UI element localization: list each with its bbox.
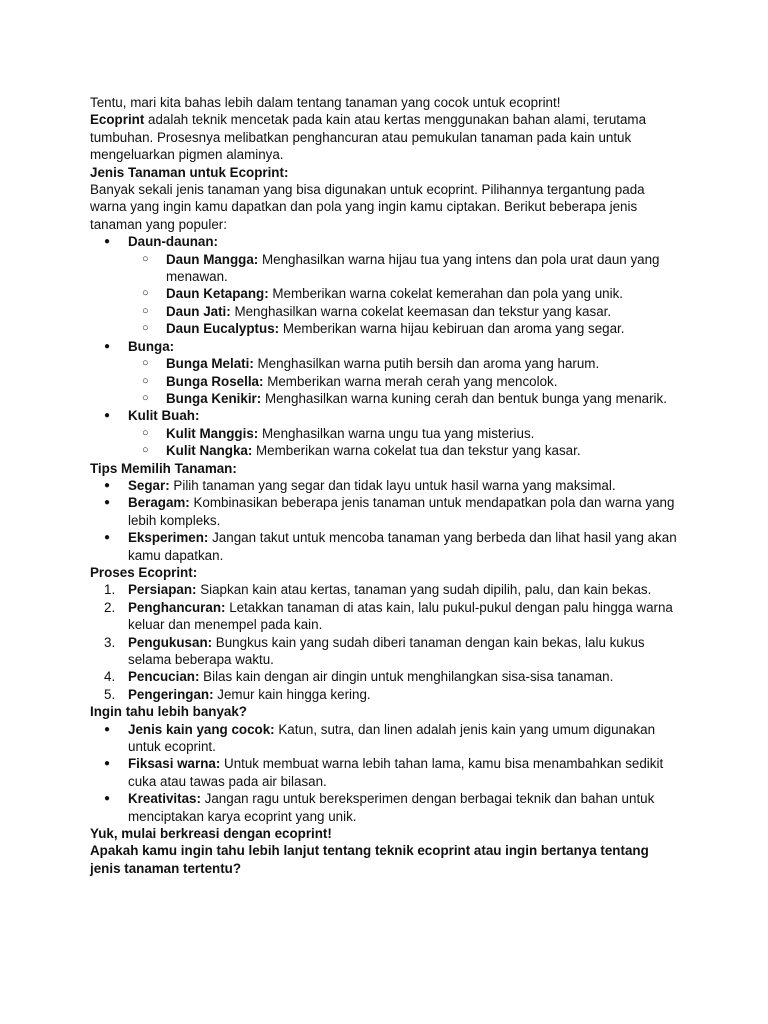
list-item: ○ Bunga Melati: Menghasilkan warna putih bersih dan aroma yang harum. xyxy=(128,355,680,372)
list-item: Pengeringan: Jemur kain hingga kering. xyxy=(128,686,371,702)
list-item: ● Kulit Buah: ○ Kulit Manggis: Menghasilkan warna ungu tua yang misterius. ○ Kulit Nangka: Memberikan warna cokelat tua dan tekstur yang kasar. xyxy=(90,407,680,459)
closing-question: Apakah kamu ingin tahu lebih lanjut tentang teknik ecoprint atau ingin bertanya tentang jenis tanaman tertentu? xyxy=(90,843,649,876)
section-heading-jenis: Jenis Tanaman untuk Ecoprint: xyxy=(90,164,289,180)
plant-group-list xyxy=(90,233,680,459)
list-item: ○ Bunga Rosella: Memberikan warna merah cerah yang mencolok. xyxy=(128,373,680,390)
more-info-list xyxy=(90,721,680,825)
list-item: Pencucian: Bilas kain dengan air dingin untuk menghilangkan sisa-sisa tanaman. xyxy=(128,669,614,685)
list-item: ○ Daun Ketapang: Memberikan warna cokelat kemerahan dan pola yang unik. xyxy=(128,285,680,302)
list-item: ● Jenis kain yang cocok: Katun, sutra, dan linen adalah jenis kain yang umum digunakan untuk ecoprint. xyxy=(90,721,680,756)
list-item: ● Kreativitas: Jangan ragu untuk bereksperimen dengan berbagai teknik dan bahan untuk menciptakan karya ecoprint yang unik. xyxy=(90,790,680,825)
section-heading-proses: Proses Ecoprint: xyxy=(90,564,198,580)
list-item: ● Segar: Pilih tanaman yang segar dan tidak layu untuk hasil warna yang maksimal. xyxy=(90,477,680,494)
sub-list xyxy=(128,251,680,338)
sub-list xyxy=(128,425,680,460)
list-item: ● Bunga: ○ Bunga Melati: Menghasilkan warna putih bersih dan aroma yang harum. ○ Bunga Rosella: Memberikan warna merah cerah yang mencolok. ○ Bunga Kenikir: Menghasilkan warna kuning cerah dan bentuk bunga yang menarik. xyxy=(90,338,680,408)
list-item: ○ Daun Jati: Menghasilkan warna cokelat keemasan dan tekstur yang kasar. xyxy=(128,303,680,320)
list-item: ○ Daun Mangga: Menghasilkan warna hijau tua yang intens dan pola urat daun yang menawan. xyxy=(128,251,680,286)
list-item: Persiapan: Siapkan kain atau kertas, tanaman yang sudah dipilih, palu, dan kain bekas. xyxy=(128,582,652,598)
jenis-intro-text: Banyak sekali jenis tanaman yang bisa digunakan untuk ecoprint. Pilihannya tergantung pada warna yang ingin kamu dapatkan dan pola yang ingin kamu ciptakan. Berikut beberapa jenis tanaman yang populer: xyxy=(90,182,645,232)
list-item: Penghancuran: Letakkan tanaman di atas kain, lalu pukul-pukul dengan palu hingga warna keluar dan menempel pada kain. xyxy=(128,599,673,633)
closing-line: Yuk, mulai berkreasi dengan ecoprint! xyxy=(90,826,332,842)
list-item: ● Beragam: Kombinasikan beberapa jenis tanaman untuk mendapatkan pola dan warna yang lebih kompleks. xyxy=(90,494,680,529)
list-item: ○ Kulit Manggis: Menghasilkan warna ungu tua yang misterius. xyxy=(128,425,680,442)
intro-text: Tentu, mari kita bahas lebih dalam tentang tanaman yang cocok untuk ecoprint! xyxy=(90,95,561,110)
list-item: ○ Daun Eucalyptus: Memberikan warna hijau kebiruan dan aroma yang segar. xyxy=(128,320,680,337)
list-item: ● Daun-daunan: ○ Daun Mangga: Menghasilkan warna hijau tua yang intens dan pola urat daun yang menawan. ○ Daun Ketapang: Memberikan warna cokelat kemerahan dan pola yang unik. ○ Daun Jati: Menghasilkan warna cokelat keemasan dan tekstur yang kasar. ○ Daun Eucalyptus: Memberikan warna hijau kebiruan dan aroma yang segar. xyxy=(90,233,680,337)
tips-list xyxy=(90,477,680,564)
list-item: ● Eksperimen: Jangan takut untuk mencoba tanaman yang berbeda dan lihat hasil yang akan kamu dapatkan. xyxy=(90,529,680,564)
definition-paragraph xyxy=(90,111,680,163)
process-steps-list xyxy=(90,581,680,703)
definition-text: adalah teknik mencetak pada kain atau kertas menggunakan bahan alami, terutama tumbuhan. Prosesnya melibatkan penghancuran atau pemukulan tanaman pada kain untuk mengeluarkan pigmen alaminya. xyxy=(90,112,647,163)
sub-list xyxy=(128,355,680,407)
list-item: Pengukusan: Bungkus kain yang sudah diberi tanaman dengan kain bekas, lalu kukus selama beberapa waktu. xyxy=(128,634,645,667)
list-item: ○ Kulit Nangka: Memberikan warna cokelat tua dan tekstur yang kasar. xyxy=(128,442,680,459)
list-item: ○ Bunga Kenikir: Menghasilkan warna kuning cerah dan bentuk bunga yang menarik. xyxy=(128,390,680,407)
section-heading-lebih: Ingin tahu lebih banyak? xyxy=(90,704,247,720)
list-item: ● Fiksasi warna: Untuk membuat warna lebih tahan lama, kamu bisa menambahkan sedikit cuka atau tawas pada air bilasan. xyxy=(90,755,680,790)
definition-term: Ecoprint xyxy=(90,112,145,128)
document-body xyxy=(90,94,680,877)
section-heading-tips: Tips Memilih Tanaman: xyxy=(90,460,237,476)
